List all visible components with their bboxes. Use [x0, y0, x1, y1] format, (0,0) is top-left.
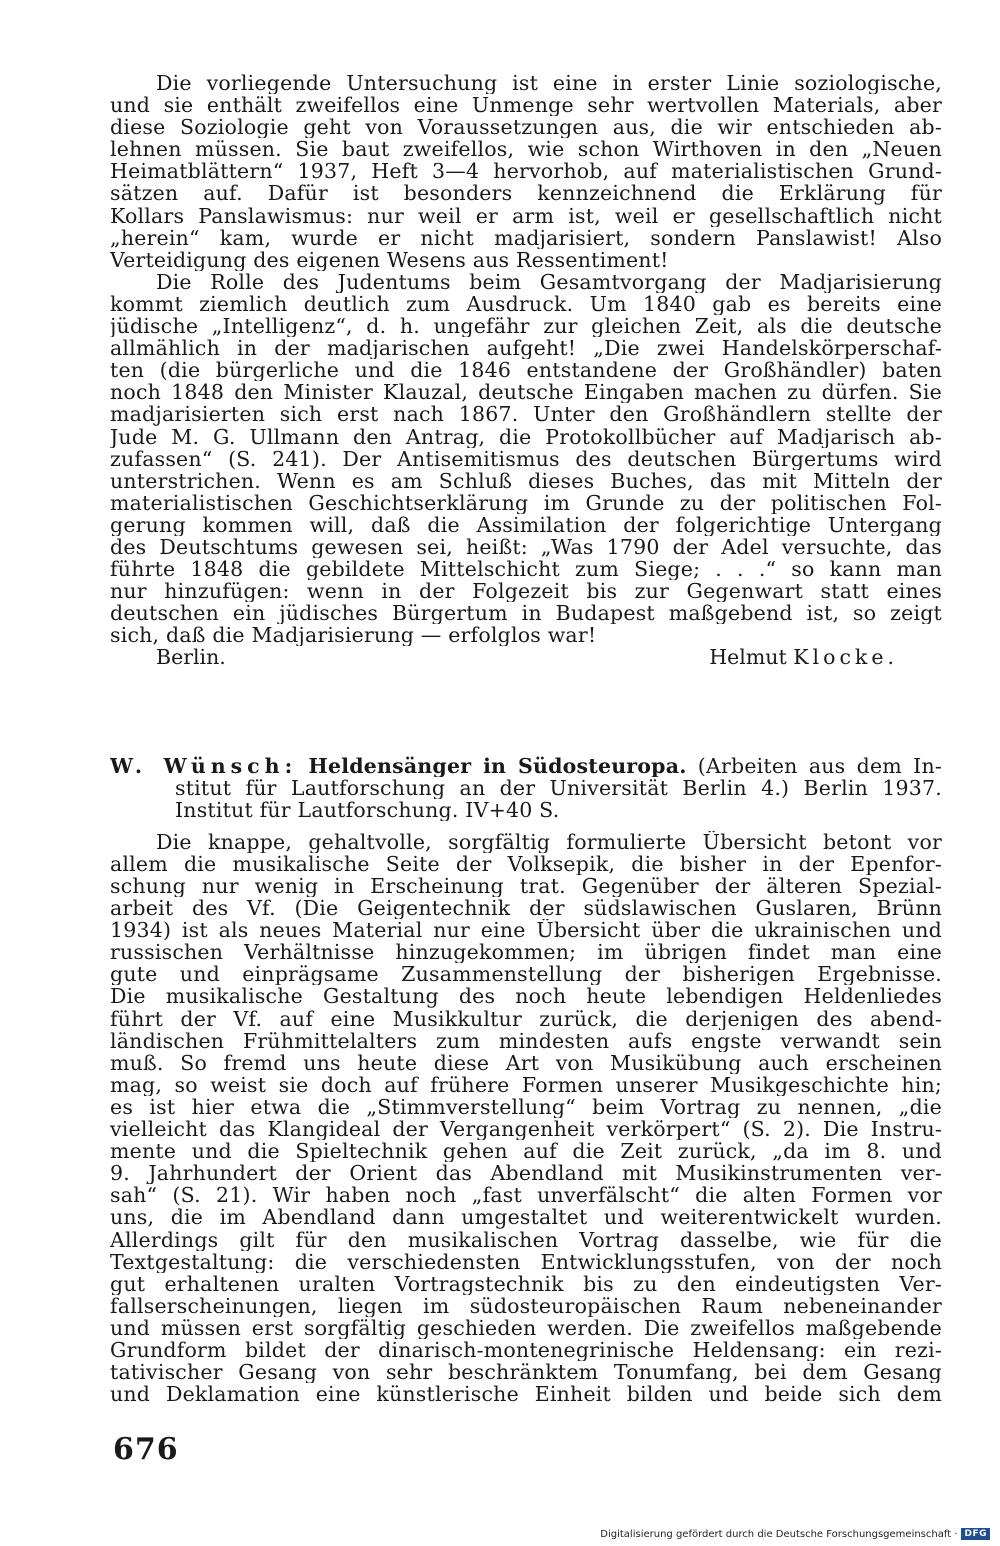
text-line: fallserscheinungen, liegen im südosteuropäischen Raum nebeneinander: [110, 1294, 942, 1317]
text-line: des Deutschtums gewesen sei, heißt: „Was 1790 der Adel versuchte, das: [110, 535, 942, 559]
section-gap: [110, 669, 942, 755]
text-line: Die knappe, gehaltvolle, sorgfältig formulierte Übersicht betont vor: [156, 830, 942, 853]
text-line: Die vorliegende Untersuchung ist eine in erster Linie soziologische,: [156, 72, 942, 95]
text-line: allmählich in der madjarischen aufgeht! „Die zwei Handelskörperschaf-: [110, 337, 942, 360]
text-line: arbeit des Vf. (Die Geigentechnik der südslawischen Guslaren, Brünn: [110, 897, 942, 920]
text-line: Verteidigung des eigenen Wesens aus Ressentiment!: [110, 248, 669, 271]
signature-reviewer: Helmut Klocke.: [709, 645, 898, 670]
review-2-author: W. Wünsch:: [110, 754, 298, 777]
text-line: 1934) ist als neues Material nur eine Übersicht über die ukrainischen und: [110, 919, 942, 942]
text-line: lehnen müssen. Sie baut zweifellos, wie schon Wirthoven in den „Neuen: [110, 138, 942, 161]
text-line: vielleicht das Klangideal der Vergangenheit verkörpert“ (S. 2). Die Instru-: [110, 1118, 942, 1141]
dfg-logo: DFG: [961, 1528, 990, 1540]
text-line: sah“ (S. 21). Wir haben noch „fast unverfälscht“ die alten Formen vor: [110, 1184, 942, 1207]
text-line: und Deklamation eine künstlerische Einheit bilden und beide sich dem: [110, 1383, 942, 1406]
review-2-heading-line-2: stitut für Lautforschung an der Universität Berlin 4.) Berlin 1937.: [175, 776, 942, 799]
text-line: führt der Vf. auf eine Musikkultur zurück, die derjenigen des abend-: [110, 1007, 942, 1030]
review-2-title: Heldensänger in Südosteuropa.: [308, 754, 687, 777]
page-body: [110, 72, 942, 1405]
review-2-heading-line-1: [110, 755, 942, 777]
review-2-heading-line-3: Institut für Lautforschung. IV+40 S.: [175, 798, 560, 821]
text-line: es ist hier etwa die „Stimmverstellung“ beim Vortrag zu nennen, „die: [110, 1095, 942, 1119]
text-line: materialistischen Geschichtserklärung im Grunde zu der politischen Fol-: [110, 491, 942, 514]
review-2-heading: [110, 755, 942, 821]
text-line: sich, daß die Madjarisierung — erfolglos war!: [110, 624, 597, 647]
text-line: deutschen ein jüdisches Bürgertum in Budapest maßgebend ist, so zeigt: [110, 602, 942, 625]
review-2-body: [110, 831, 942, 1405]
text-line: jüdische „Intelligenz“, d. h. ungefähr zur gleichen Zeit, als die deutsche: [110, 315, 942, 338]
review-1-body: [110, 72, 942, 646]
text-line: ländischen Frühmittelalters zum mindesten aufs engste verwandt sein: [110, 1029, 942, 1052]
text-line: unterstrichen. Wenn es am Schluß dieses Buches, das mit Mitteln der: [110, 469, 942, 492]
text-line: Jude M. G. Ullmann den Antrag, die Protokollbücher auf Madjarisch ab-: [110, 425, 942, 448]
signature-place: Berlin.: [156, 645, 226, 670]
text-line: „herein“ kam, wurde er nicht madjarisiert, sondern Panslawist! Also: [110, 226, 942, 249]
text-line: und sie enthält zweifellos eine Unmenge sehr wertvollen Materials, aber: [110, 94, 942, 117]
text-line: Heimatblättern“ 1937, Heft 3—4 hervorhob, auf materialistischen Grund-: [110, 160, 942, 183]
text-line: sätzen auf. Dafür ist besonders kennzeichnend die Erklärung für: [110, 182, 942, 205]
text-line: schung nur wenig in Erscheinung trat. Gegenüber der älteren Spezial-: [110, 875, 942, 898]
text-line: gerung kommen will, daß die Assimilation der folgerichtige Untergang: [110, 513, 942, 536]
text-line: gut erhaltenen uralten Vortragstechnik bis zu den eindeutigsten Ver-: [110, 1272, 942, 1295]
text-line: diese Soziologie geht von Voraussetzungen aus, die wir entschieden ab-: [110, 116, 942, 139]
text-line: madjarisierten sich erst nach 1867. Unter den Großhändlern stellte der: [110, 403, 942, 426]
text-line: Allerdings gilt für den musikalischen Vortrag dasselbe, wie für die: [110, 1228, 942, 1251]
text-line: Die Rolle des Judentums beim Gesamtvorgang der Madjarisierung: [156, 270, 942, 293]
text-line: allem die musikalische Seite der Volksepik, die bisher in der Epenfor-: [110, 852, 942, 875]
review-1-signature: [110, 646, 942, 668]
text-line: zufassen“ (S. 241). Der Antisemitismus des deutschen Bürgertums wird: [110, 447, 942, 470]
text-line: Textgestaltung: die verschiedensten Entwicklungsstufen, von der noch: [110, 1250, 942, 1273]
text-line: nur hinzufügen: wenn in der Folgezeit bis zur Gegenwart statt eines: [110, 580, 942, 603]
text-line: Kollars Panslawismus: nur weil er arm ist, weil er gesellschaftlich nicht: [110, 204, 942, 227]
footer-text: Digitalisierung gefördert durch die Deutsche Forschungsgemeinschaft ·: [600, 1528, 958, 1540]
text-line: russischen Verhältnisse hinzugekommen; im übrigen findet man eine: [110, 941, 942, 964]
text-line: 9. Jahrhundert der Orient das Abendland mit Musikinstrumenten ver-: [110, 1162, 942, 1185]
text-line: gute und einprägsame Zusammenstellung der bisherigen Ergebnisse.: [110, 963, 942, 986]
text-line: ten (die bürgerliche und die 1846 entstandene der Großhändler) baten: [110, 359, 942, 382]
text-line: tativischer Gesang von sehr beschränktem Tonumfang, bei dem Gesang: [110, 1361, 942, 1384]
digitization-footer: [600, 1528, 990, 1540]
text-line: Die musikalische Gestaltung des noch heute lebendigen Heldenliedes: [110, 985, 942, 1008]
text-line: muß. So fremd uns heute diese Art von Musikübung auch erscheinen: [110, 1051, 942, 1074]
text-line: führte 1848 die gebildete Mittelschicht zum Siege; . . .“ so kann man: [110, 558, 942, 581]
text-line: und müssen erst sorgfältig geschieden werden. Die zweifellos maßgebende: [110, 1316, 942, 1339]
text-line: noch 1848 den Minister Klauzal, deutsche Eingaben machen zu dürfen. Sie: [110, 381, 942, 404]
text-line: mente und die Spieltechnik gehen auf die Zeit zurück, „da im 8. und: [110, 1140, 942, 1163]
text-line: mag, so weist sie doch auf frühere Formen unserer Musikgeschichte hin;: [110, 1073, 942, 1096]
text-line: uns, die im Abendland dann umgestaltet und weiterentwickelt wurden.: [110, 1206, 942, 1229]
text-line: kommt ziemlich deutlich zum Ausdruck. Um 1840 gab es bereits eine: [110, 292, 942, 316]
text-line: Grundform bildet der dinarisch-montenegrinische Heldensang: ein rezi-: [110, 1338, 942, 1362]
page-number: 676: [113, 1432, 179, 1467]
review-2-series: (Arbeiten aus dem In-: [697, 754, 942, 777]
